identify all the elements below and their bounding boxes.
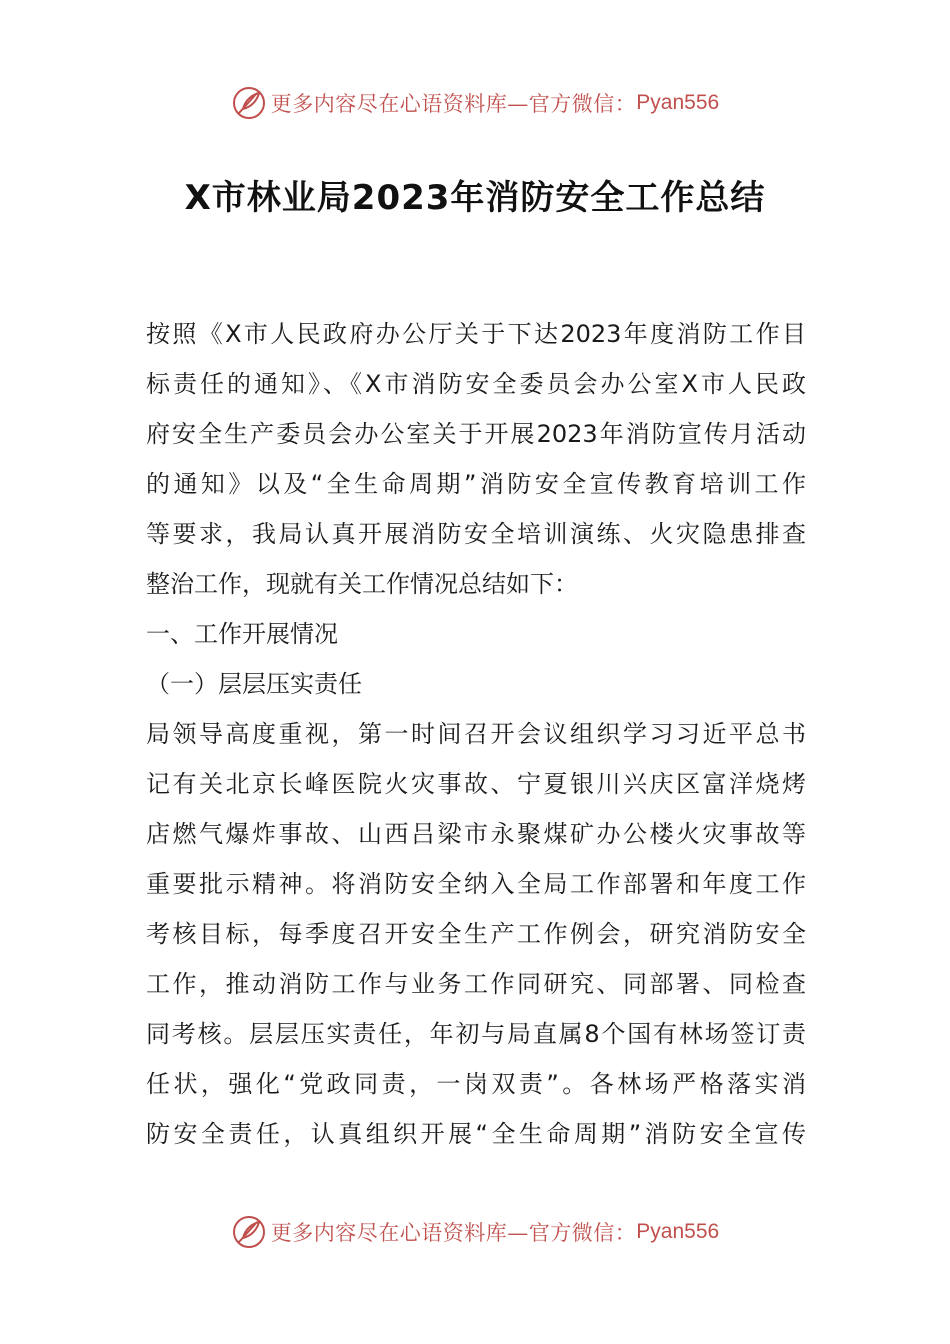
body-line-13: 考核目标，每季度召开安全生产工作例会，研究消防安全	[146, 920, 806, 948]
watermark-text: 更多内容尽在心语资料库—官方微信：	[270, 1221, 637, 1245]
body-line-3: 府安全生产委员会办公室关于开展2023年消防宣传月活动	[146, 420, 806, 448]
wechat-id: Pyan556	[636, 91, 720, 114]
wechat-id: Pyan556	[636, 1220, 720, 1243]
body-line-16: 任状，强化“党政同责，一岗双责”。各林场严格落实消	[146, 1070, 806, 1098]
body-line-11: 店燃气爆炸事故、山西吕梁市永聚煤矿办公楼火灾事故等	[146, 820, 806, 848]
body-line-17: 防安全责任，认真组织开展“全生命周期”消防安全宣传	[146, 1120, 806, 1148]
footer-watermark-banner	[0, 1212, 950, 1252]
body-line-14: 工作，推动消防工作与业务工作同研究、同部署、同检查	[146, 970, 806, 998]
header-watermark-banner	[0, 83, 950, 123]
body-line-10: 记有关北京长峰医院火灾事故、宁夏银川兴庆区富洋烧烤	[146, 770, 806, 798]
body-line-9: 局领导高度重视，第一时间召开会议组织学习习近平总书	[146, 720, 806, 748]
subsection-heading: （一）层层压实责任	[146, 670, 362, 698]
document-title: X市林业局2023年消防安全工作总结	[184, 178, 766, 218]
feather-pen-logo-icon	[231, 85, 267, 121]
body-line-5: 等要求，我局认真开展消防安全培训演练、火灾隐患排查	[146, 520, 806, 548]
body-line-15: 同考核。层层压实责任，年初与局直属8个国有林场签订责	[146, 1020, 806, 1048]
watermark-text: 更多内容尽在心语资料库—官方微信：	[270, 92, 637, 116]
feather-pen-logo-icon	[231, 1214, 267, 1250]
body-line-6: 整治工作，现就有关工作情况总结如下：	[146, 570, 578, 598]
body-line-2: 标责任的通知》、《X市消防安全委员会办公室X市人民政	[146, 370, 806, 398]
body-line-4: 的通知》以及“全生命周期”消防安全宣传教育培训工作	[146, 470, 806, 498]
section-heading: 一、工作开展情况	[146, 620, 338, 648]
body-line-12: 重要批示精神。将消防安全纳入全局工作部署和年度工作	[146, 870, 806, 898]
body-line-1: 按照《X市人民政府办公厅关于下达2023年度消防工作目	[146, 320, 806, 348]
